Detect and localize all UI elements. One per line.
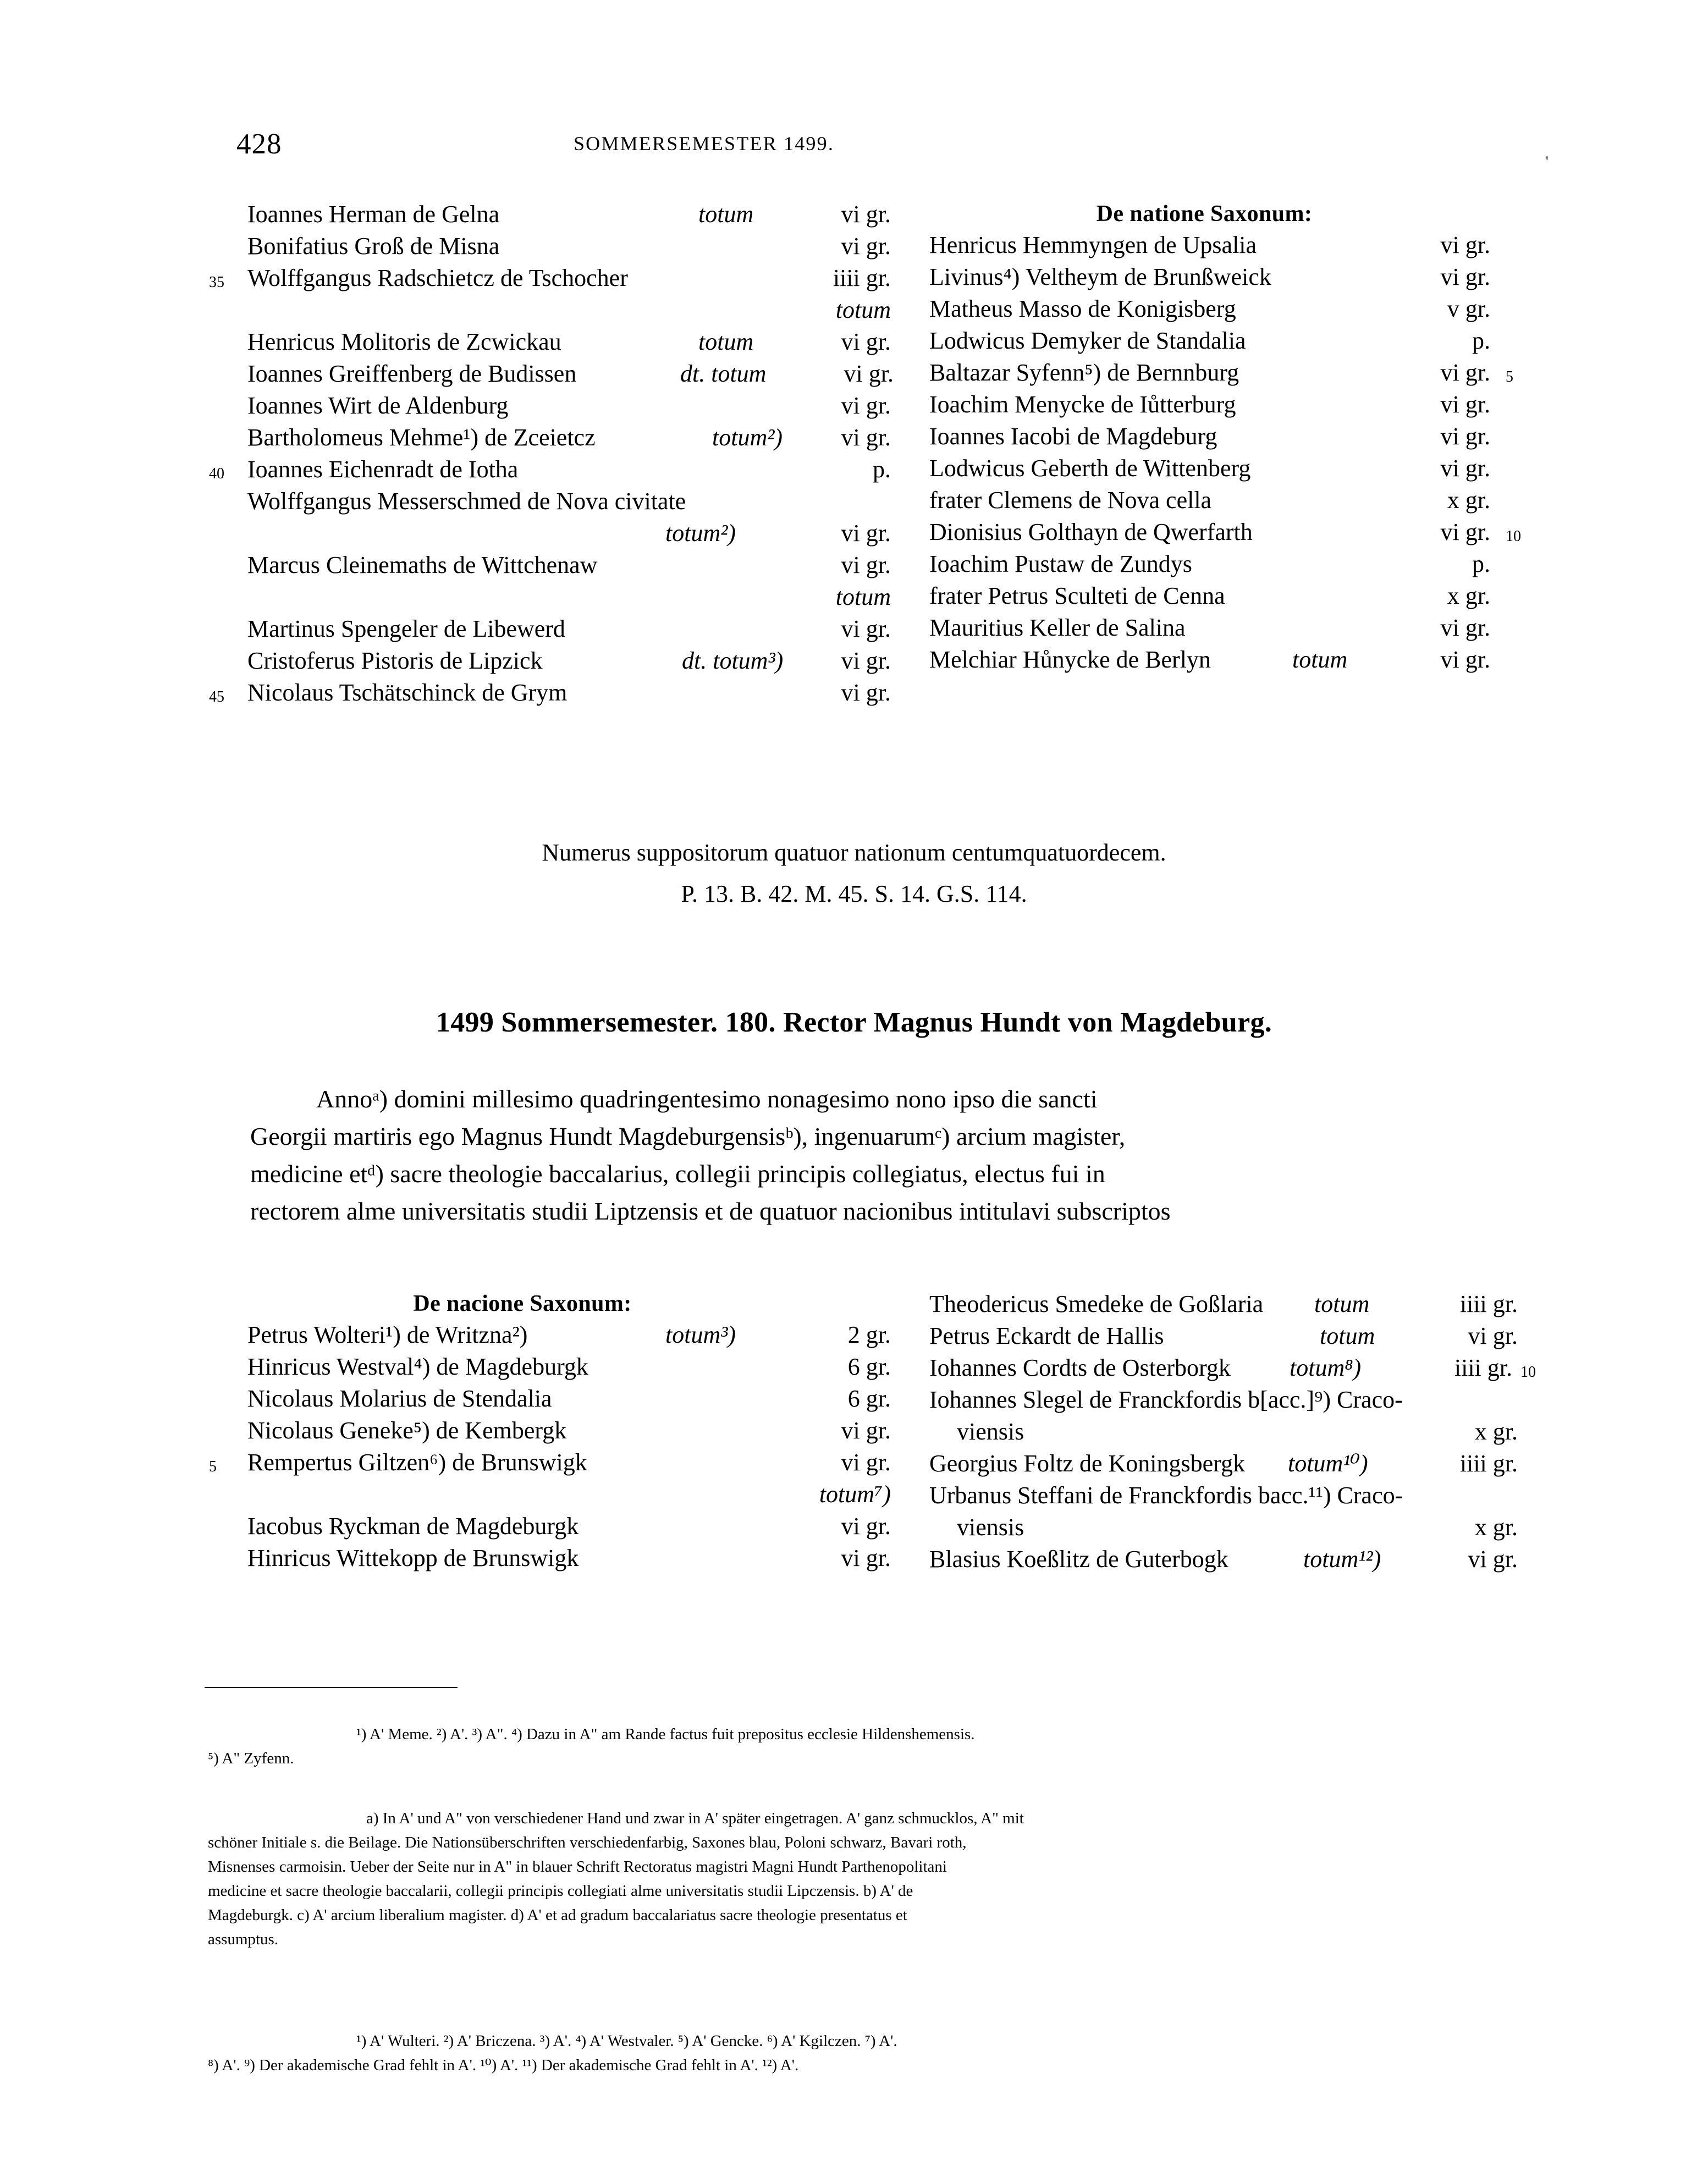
register-entry <box>247 1323 896 1355</box>
entry-amount: vi gr. <box>841 615 891 642</box>
register-entry <box>247 489 896 521</box>
line-number: 5 <box>1506 368 1513 385</box>
entry-name: Ioannes Wirt de Aldenburg <box>247 392 509 419</box>
entry-amount: 2 gr. <box>847 1321 891 1348</box>
entry-name: Baltazar Syfenn⁵) de Bernnburg <box>929 359 1239 386</box>
entry-amount: vi gr. <box>1440 263 1490 290</box>
footnote-block-numeric-lower <box>208 2029 1500 2077</box>
entry-amount: vi gr. <box>1440 646 1490 673</box>
entry-note: totum <box>835 296 891 323</box>
paragraph-line: medicine etᵈ) sacre theologie baccalarius, collegii principis collegiatus, electus fui in <box>250 1160 1105 1188</box>
register-entry <box>247 330 896 362</box>
entry-note: totum <box>1314 1290 1370 1317</box>
entry-note: totum <box>835 583 891 610</box>
folio-number: 428 <box>236 128 282 160</box>
register-entry <box>929 552 1545 584</box>
register-entry <box>209 679 896 713</box>
line-number: 40 <box>209 465 224 482</box>
register-entry-continuation <box>929 1420 1545 1452</box>
entry-name: Ioannes Iacobi de Magdeburg <box>929 423 1217 450</box>
register-entry-continuation <box>247 298 896 330</box>
entry-amount: x gr. <box>1447 487 1490 514</box>
nation-heading: De natione Saxonum: <box>1096 201 1313 227</box>
footnote-line: a) In A' und A" von verschiedener Hand und zwar in A' später eingetragen. A' ganz schmucklos, A" mit <box>366 1810 1024 1827</box>
register-entry <box>929 329 1545 361</box>
entry-amount: iiii gr. <box>1459 1290 1518 1317</box>
entry-amount: p. <box>1472 550 1490 577</box>
entry-note: totum⁷) <box>819 1481 891 1508</box>
footnote-line: Magdeburgk. c) A' arcium liberalium magister. d) A' et ad gradum baccalariatus sacre theologie presentatus et <box>208 1906 907 1924</box>
entry-note: totum <box>698 328 754 355</box>
entry-name: Nicolaus Geneke⁵) de Kembergk <box>247 1417 567 1444</box>
footnote-line: ¹) A' Wulteri. ²) A' Briczena. ³) A'. ⁴) A' Westvaler. ⁵) A' Gencke. ⁶) A' Kgilczen. ⁷) A'. <box>356 2032 897 2050</box>
entry-name: Ioannes Eichenradt de Iotha <box>247 456 519 483</box>
margin-tick-mark: ' <box>1545 153 1549 171</box>
register-entry <box>929 424 1545 456</box>
entry-name: Wolffgangus Messerschmed de Nova civitate <box>247 488 686 515</box>
line-number: 10 <box>1506 528 1521 545</box>
register-entry <box>209 1449 896 1482</box>
entry-note: totum³) <box>665 1321 736 1348</box>
entry-amount: vi gr. <box>1440 614 1490 641</box>
entry-amount: vi gr. <box>841 1417 891 1444</box>
footnote-separator-rule <box>205 1687 458 1688</box>
register-entry <box>929 1483 1545 1515</box>
entry-note: totum <box>698 201 754 228</box>
entry-name: Livinus⁴) Veltheym de Brunßweick <box>929 263 1271 290</box>
register-entry <box>929 393 1545 424</box>
entry-name: Marcus Cleinemaths de Wittchenaw <box>247 551 598 578</box>
entry-amount: p. <box>873 456 891 483</box>
entry-amount: vi gr. <box>841 551 891 578</box>
entry-amount: vi gr. <box>841 520 891 547</box>
register-entry <box>929 1388 1545 1420</box>
register-entry <box>209 456 896 489</box>
entry-amount: iiii gr. <box>1454 1354 1512 1381</box>
register-entry <box>247 1387 896 1419</box>
register-entry <box>929 456 1545 488</box>
register-entry <box>247 394 896 426</box>
entry-note: totum²) <box>712 424 783 451</box>
entry-note: totum¹²) <box>1303 1546 1381 1573</box>
bottom-left-column <box>209 1291 896 1578</box>
entry-name: Dionisius Golthayn de Qwerfarth <box>929 519 1253 545</box>
entry-amount: vi gr. <box>1468 1546 1518 1573</box>
entry-amount: vi gr. <box>1440 455 1490 482</box>
entry-amount: x gr. <box>1447 582 1490 609</box>
register-entry <box>929 584 1545 616</box>
register-entry <box>929 520 1545 552</box>
entry-amount: vi gr. <box>1440 391 1490 418</box>
entry-name: Iohannes Slegel de Franckfordis b[acc.]⁹) Craco- <box>929 1386 1403 1413</box>
entry-name: Lodwicus Geberth de Wittenberg <box>929 455 1251 482</box>
footnote-line: schöner Initiale s. die Beilage. Die Nationsüberschriften verschiedenfarbig, Saxones blau, Poloni schwarz, Bavari roth, <box>208 1834 967 1851</box>
entry-name: Rempertus Giltzen⁶) de Brunswigk <box>247 1449 587 1476</box>
line-number: 35 <box>209 274 224 291</box>
entry-name: Iacobus Ryckman de Magdeburgk <box>247 1513 579 1540</box>
footnote-line: ⁸) A'. ⁹) Der akademische Grad fehlt in A'. ¹⁰) A'. ¹¹) Der akademische Grad fehlt in A'. ¹²) A'. <box>208 2056 799 2074</box>
register-entry <box>929 1324 1545 1356</box>
entry-name: viensis <box>957 1418 1024 1445</box>
entry-name: Georgius Foltz de Koningsbergk <box>929 1450 1245 1477</box>
register-entry <box>247 234 896 266</box>
entry-name: Hinricus Wittekopp de Brunswigk <box>247 1545 579 1571</box>
entry-amount: vi gr. <box>1440 423 1490 450</box>
entry-amount: vi gr. <box>841 647 891 674</box>
entry-amount: vi gr. <box>841 679 891 706</box>
entry-note: totum <box>1292 646 1348 673</box>
register-entry <box>247 1355 896 1387</box>
rector-declaration-paragraph <box>250 1080 1540 1230</box>
entry-amount: vi gr. <box>1440 231 1490 258</box>
entry-name: viensis <box>957 1514 1024 1541</box>
entry-amount: vi gr. <box>841 233 891 260</box>
entry-note: dt. totum <box>680 360 767 387</box>
entry-note: dt. totum³) <box>682 647 784 674</box>
entry-name: frater Petrus Sculteti de Cenna <box>929 582 1225 609</box>
running-head-title: SOMMERSEMESTER 1499. <box>573 133 835 155</box>
entry-name: Nicolaus Tschätschinck de Grym <box>247 679 568 706</box>
entry-name: Cristoferus Pistoris de Lipzick <box>247 647 543 674</box>
entry-amount: vi gr. <box>841 1513 891 1540</box>
entry-name: Matheus Masso de Konigisberg <box>929 295 1236 322</box>
entry-amount: v gr. <box>1447 295 1490 322</box>
paragraph-line: Annoᵃ) domini millesimo quadringentesimo nonagesimo nono ipso die sancti <box>316 1085 1098 1113</box>
register-entry <box>929 488 1545 520</box>
register-entry <box>929 648 1545 680</box>
entry-amount: vi gr. <box>1440 519 1490 545</box>
register-entry <box>247 202 896 234</box>
entry-name: Bonifatius Groß de Misna <box>247 233 500 260</box>
register-entry <box>929 297 1545 329</box>
register-entry <box>247 649 896 681</box>
entry-name: Ioachim Pustaw de Zundys <box>929 550 1192 577</box>
entry-name: Urbanus Steffani de Franckfordis bacc.¹¹) Craco- <box>929 1482 1403 1509</box>
nation-heading: De nacione Saxonum: <box>413 1291 632 1316</box>
entry-name: Henricus Hemmyngen de Upsalia <box>929 231 1257 258</box>
entry-note: totum⁸) <box>1290 1354 1362 1381</box>
entry-amount: vi gr. <box>841 1545 891 1571</box>
register-entry <box>929 1292 1545 1324</box>
footnote-block-alpha <box>208 1806 1500 1951</box>
entry-name: Ioannes Greiffenberg de Budissen <box>247 360 577 387</box>
register-entry <box>247 1546 896 1578</box>
entry-amount: 6 gr. <box>847 1353 891 1380</box>
entry-amount: iiii gr. <box>1459 1450 1518 1477</box>
register-entry-continuation <box>929 1515 1545 1547</box>
entry-name: Ioachim Menycke de Iůtterburg <box>929 391 1236 418</box>
line-number: 10 <box>1520 1364 1536 1381</box>
entry-note: totum <box>1320 1322 1375 1349</box>
paragraph-line: rectorem alme universitatis studii Liptzensis et de quatuor nacionibus intitulavi subscriptos <box>250 1197 1171 1225</box>
register-entry <box>247 426 896 457</box>
entry-name: Martinus Spengeler de Libewerd <box>247 615 565 642</box>
entry-amount: 6 gr. <box>847 1385 891 1412</box>
entry-amount: vi gr. <box>841 201 891 228</box>
bottom-right-column <box>929 1292 1545 1579</box>
register-entry <box>929 265 1545 297</box>
footnote-block-numeric-upper <box>208 1722 1500 1771</box>
entry-amount: vi gr. <box>1468 1322 1518 1349</box>
register-entry <box>209 264 896 298</box>
entry-amount: vi gr. <box>841 328 891 355</box>
register-entry-continuation <box>247 1482 896 1514</box>
register-entry <box>247 362 896 394</box>
entry-name: Theodericus Smedeke de Goßlaria <box>929 1290 1264 1317</box>
footnote-line: Misnenses carmoisin. Ueber der Seite nur in A" in blauer Schrift Rectoratus magistri Magni Hundt Parthenopolitani <box>208 1858 947 1876</box>
register-entry <box>929 1547 1545 1579</box>
entry-amount: vi gr. <box>841 424 891 451</box>
entry-name: Blasius Koeßlitz de Guterbogk <box>929 1546 1228 1573</box>
register-entry <box>929 616 1545 648</box>
footnote-line: ⁵) A" Zyfenn. <box>208 1750 294 1767</box>
entry-amount: x gr. <box>1474 1514 1518 1541</box>
entry-name: Petrus Eckardt de Hallis <box>929 1322 1164 1349</box>
entry-note: totum²) <box>665 520 736 547</box>
entry-name: Wolffgangus Radschietcz de Tschocher <box>247 264 628 291</box>
entry-name: Henricus Molitoris de Zcwickau <box>247 328 561 355</box>
register-entry <box>929 1452 1545 1483</box>
entry-name: Ioannes Herman de Gelna <box>247 201 500 228</box>
footnote-line: medicine et sacre theologie baccalarii, collegii principis collegiati alme universitatis studii Lipczensis. b) A' de <box>208 1882 913 1900</box>
register-entry <box>247 1514 896 1546</box>
entry-name: Bartholomeus Mehme¹) de Zceietcz <box>247 424 596 451</box>
entry-name: frater Clemens de Nova cella <box>929 487 1212 514</box>
top-right-column <box>929 202 1545 680</box>
register-entry-continuation <box>247 521 896 553</box>
register-entry <box>929 233 1545 265</box>
running-head <box>236 128 1501 161</box>
section-heading: 1499 Sommersemester. 180. Rector Magnus Hundt von Magdeburg. <box>436 1007 1272 1038</box>
entry-amount: vi gr. <box>841 1449 891 1476</box>
register-entry <box>929 1356 1545 1388</box>
register-entry <box>247 1419 896 1450</box>
footnote-line: assumptus. <box>208 1931 279 1948</box>
register-entry <box>247 553 896 585</box>
numerus-summary-line: Numerus suppositorum quatuor nationum centumquatuordecem. <box>542 839 1166 866</box>
entry-name: Iohannes Cordts de Osterborgk <box>929 1354 1231 1381</box>
entry-amount: vi gr. <box>844 360 894 387</box>
register-entry <box>247 617 896 649</box>
entry-amount: iiii gr. <box>833 264 891 291</box>
entry-amount: x gr. <box>1474 1418 1518 1445</box>
entry-name: Nicolaus Molarius de Stendalia <box>247 1385 552 1412</box>
entry-name: Hinricus Westval⁴) de Magdeburgk <box>247 1353 588 1380</box>
line-number: 5 <box>209 1458 217 1475</box>
register-entry-continuation <box>247 585 896 617</box>
entry-note: totum¹⁰) <box>1288 1450 1368 1477</box>
top-left-column <box>209 201 896 713</box>
entry-name: Lodwicus Demyker de Standalia <box>929 327 1246 354</box>
nation-tally-line: P. 13. B. 42. M. 45. S. 14. G.S. 114. <box>681 880 1027 907</box>
entry-name: Mauritius Keller de Salina <box>929 614 1186 641</box>
register-entry <box>929 361 1545 393</box>
line-number: 45 <box>209 688 224 705</box>
entry-name: Melchiar Hůnycke de Berlyn <box>929 646 1211 673</box>
entry-amount: p. <box>1472 327 1490 354</box>
entry-amount: vi gr. <box>1440 359 1490 386</box>
paragraph-line: Georgii martiris ego Magnus Hundt Magdeburgensisᵇ), ingenuarumᶜ) arcium magister, <box>250 1122 1126 1150</box>
entry-name: Petrus Wolteri¹) de Writzna²) <box>247 1321 528 1348</box>
entry-amount: vi gr. <box>841 392 891 419</box>
footnote-line: ¹) A' Meme. ²) A'. ³) A". ⁴) Dazu in A" am Rande factus fuit prepositus ecclesie Hildenshemensis. <box>356 1725 975 1743</box>
